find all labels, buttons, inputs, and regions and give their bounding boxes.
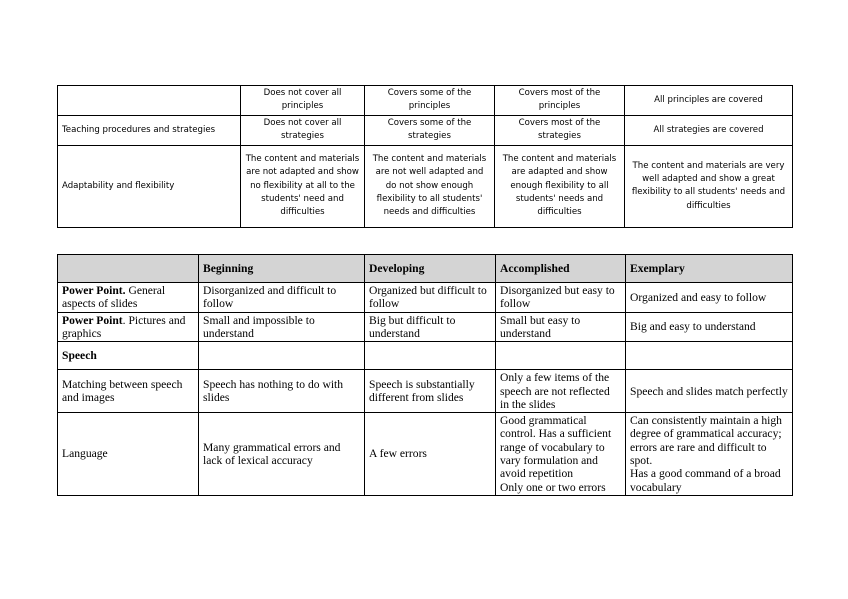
row-label-text: . Pictures and graphics — [62, 313, 186, 340]
table-row — [58, 145, 793, 227]
row-label: Adaptability and flexibility — [58, 145, 241, 227]
column-header — [58, 255, 199, 283]
table-row — [58, 370, 793, 413]
row-label: Teaching procedures and strategies — [58, 115, 241, 145]
table-row — [58, 413, 793, 496]
table-cell: All strategies are covered — [625, 115, 793, 145]
table-row — [58, 86, 793, 116]
table-row — [58, 312, 793, 342]
table-cell: Big but difficult to understand — [365, 312, 496, 342]
table-row — [58, 115, 793, 145]
column-header: Developing — [365, 255, 496, 283]
table-cell: Big and easy to understand — [626, 312, 793, 342]
row-label-bold: Power Point — [62, 313, 123, 327]
table-cell: A few errors — [365, 413, 496, 496]
table-cell: Covers most of the principles — [495, 86, 625, 116]
table-row — [58, 342, 793, 370]
table-cell: Many grammatical errors and lack of lexical accuracy — [199, 413, 365, 496]
table-cell: The content and materials are not adapted and show no flexibility at all to the students' need and difficulties — [241, 145, 365, 227]
table-cell: Disorganized but easy to follow — [496, 283, 626, 313]
table-row — [58, 283, 793, 313]
table-cell: Small and impossible to understand — [199, 312, 365, 342]
table-cell: The content and materials are adapted and show enough flexibility to all students' needs and difficulties — [495, 145, 625, 227]
column-header: Accomplished — [496, 255, 626, 283]
table-cell: Organized but difficult to follow — [365, 283, 496, 313]
row-label — [58, 342, 199, 370]
row-label-bold: Speech — [62, 349, 97, 363]
row-label — [58, 370, 199, 413]
table-cell: Does not cover all principles — [241, 86, 365, 116]
table-cell — [496, 342, 626, 370]
table-cell: Covers most of the strategies — [495, 115, 625, 145]
table-cell: All principles are covered — [625, 86, 793, 116]
column-header: Beginning — [199, 255, 365, 283]
table-cell — [626, 342, 793, 370]
row-label — [58, 283, 199, 313]
rubric-table — [57, 254, 793, 496]
table-cell: The content and materials are not well adapted and do not show enough flexibility to all students' needs and difficulties — [365, 145, 495, 227]
table-cell: The content and materials are very well adapted and show a great flexibility to all students' needs and difficulties — [625, 145, 793, 227]
table-cell — [365, 342, 496, 370]
table-cell: Speech has nothing to do with slides — [199, 370, 365, 413]
table-cell — [199, 342, 365, 370]
table-cell: Good grammatical control. Has a sufficient range of vocabulary to vary formulation and avoid repetition Only one or two errors — [496, 413, 626, 496]
header-row — [58, 255, 793, 283]
row-label — [58, 86, 241, 116]
table-cell: Disorganized and difficult to follow — [199, 283, 365, 313]
criteria-table — [57, 85, 793, 228]
table-cell: Only a few items of the speech are not reflected in the slides — [496, 370, 626, 413]
row-label-text: General aspects of slides — [62, 284, 166, 311]
table-cell: Small but easy to understand — [496, 312, 626, 342]
row-label-bold: Power Point. — [62, 284, 126, 297]
row-label — [58, 413, 199, 496]
row-label-text: Language — [62, 447, 108, 461]
table-cell: Can consistently maintain a high degree of grammatical accuracy; errors are rare and difficult to spot. Has a good command of a broad vocabulary — [626, 413, 793, 496]
table-cell: Covers some of the principles — [365, 86, 495, 116]
table-cell: Speech is substantially different from slides — [365, 370, 496, 413]
table-cell: Does not cover all strategies — [241, 115, 365, 145]
table-cell: Covers some of the strategies — [365, 115, 495, 145]
table-cell: Speech and slides match perfectly — [626, 370, 793, 413]
row-label — [58, 312, 199, 342]
table-cell: Organized and easy to follow — [626, 283, 793, 313]
row-label-text: Matching between speech and images — [62, 377, 183, 405]
column-header: Exemplary — [626, 255, 793, 283]
